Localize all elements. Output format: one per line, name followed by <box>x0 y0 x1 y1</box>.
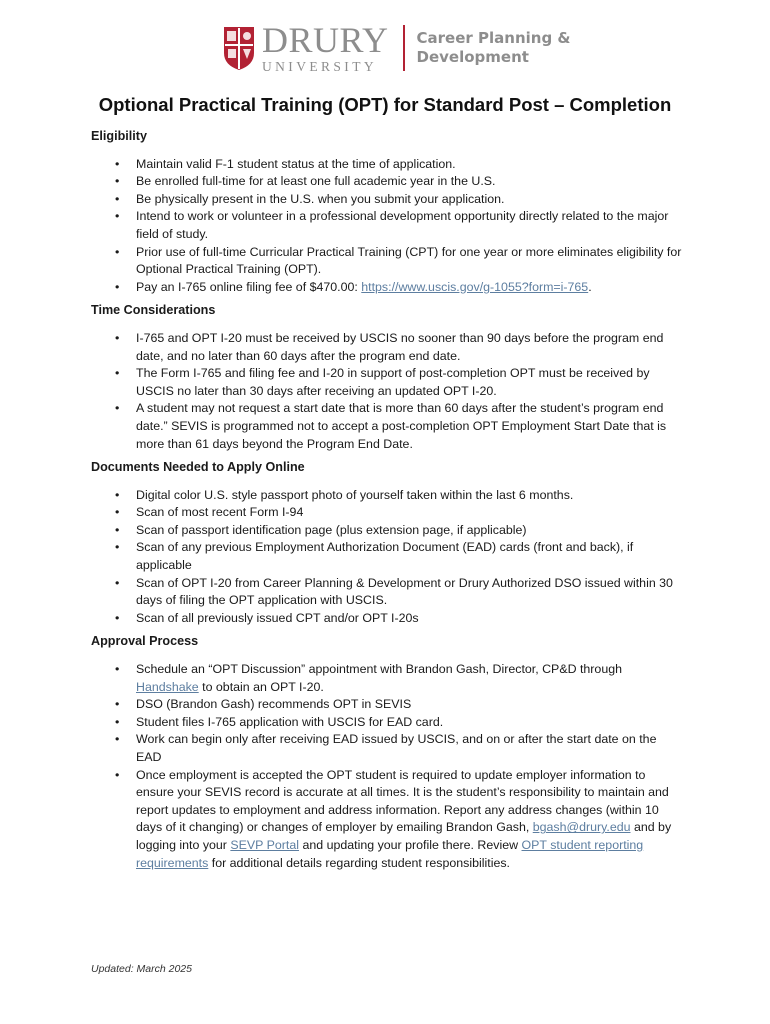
list-item: • I-765 and OPT I-20 must be received by USCIS no sooner than 90 days before the program end date, and no later than 60 days after the program end date. <box>136 330 683 365</box>
fee-end: . <box>588 279 592 294</box>
list-item: • A student may not request a start date that is more than 60 days after the student’s program end date.” SEVIS is programmed not to accept a post-completion OPT Employment Start Date that is more than 61 days beyond the Program End Date. <box>136 400 683 453</box>
document-body <box>91 128 683 878</box>
list-item: • DSO (Brandon Gash) recommends OPT in SEVIS <box>136 696 683 714</box>
employment-text-2: and by logging into your <box>136 820 672 852</box>
handshake-link[interactable]: Handshake <box>136 679 199 694</box>
list-item: • Scan of any previous Employment Authorization Document (EAD) cards (front and back), if applicable <box>136 539 683 574</box>
list-item-fee <box>136 279 683 297</box>
list-item-employment <box>136 767 683 873</box>
updated-date: Updated: March 2025 <box>91 963 192 975</box>
section-heading-time: Time Considerations <box>91 303 216 318</box>
documents-list <box>91 487 683 628</box>
page-header <box>222 22 571 74</box>
section-heading-documents: Documents Needed to Apply Online <box>91 460 305 475</box>
department-name <box>417 29 571 67</box>
university-wordmark <box>262 22 389 74</box>
employment-text-3: and updating your profile there. Review <box>299 837 522 852</box>
university-seal-icon <box>222 25 256 71</box>
university-subtitle: UNIVERSITY <box>262 59 377 75</box>
eligibility-list <box>91 156 683 297</box>
department-line-1: Career Planning & <box>416 29 571 47</box>
list-item: • The Form I-765 and filing fee and I-20 in support of post-completion OPT must be received by USCIS no later than 30 days after receiving an updated OPT I-20. <box>136 365 683 400</box>
sevp-portal-link[interactable]: SEVP Portal <box>230 837 300 852</box>
approval-list <box>91 661 683 872</box>
header-divider <box>403 25 405 71</box>
university-name: DRURY <box>262 20 389 61</box>
list-item-schedule <box>136 661 683 696</box>
list-item: • Digital color U.S. style passport photo of yourself taken within the last 6 months. <box>136 487 683 505</box>
uscis-fee-link[interactable]: https://www.uscis.gov/g-1055?form=i-765 <box>361 279 589 294</box>
list-item: • Be physically present in the U.S. when you submit your application. <box>136 191 683 209</box>
time-list <box>91 330 683 453</box>
employment-text: Once employment is accepted the OPT student is required to update employer information to ensure your SEVIS record is accurate at all times. It is the student’s responsibility to maintain and report updates to employment and address information. Report any address changes (within 10 days of it changing) or changes of employer by emailing Brandon Gash, <box>136 767 669 835</box>
fee-text: Pay an I-765 online filing fee of $470.00: <box>136 279 362 294</box>
section-heading-approval: Approval Process <box>91 634 199 649</box>
list-item: • Scan of most recent Form I-94 <box>136 504 683 522</box>
department-line-2: Development <box>416 48 529 66</box>
schedule-end: to obtain an OPT I-20. <box>198 679 324 694</box>
list-item: • Student files I-765 application with USCIS for EAD card. <box>136 714 683 732</box>
reporting-requirements-link[interactable]: OPT student reporting requirements <box>136 837 644 870</box>
employment-text-4: for additional details regarding student responsibilities. <box>208 855 510 870</box>
list-item: • Scan of passport identification page (plus extension page, if applicable) <box>136 522 683 540</box>
list-item: • Maintain valid F-1 student status at the time of application. <box>136 156 683 174</box>
list-item: • Scan of OPT I-20 from Career Planning & Development or Drury Authorized DSO issued within 30 days of filing the OPT application with USCIS. <box>136 575 683 610</box>
list-item: • Prior use of full-time Curricular Practical Training (CPT) for one year or more eliminates eligibility for Optional Practical Training (OPT). <box>136 244 683 279</box>
section-heading-eligibility: Eligibility <box>91 129 147 143</box>
list-item: • Work can begin only after receiving EAD issued by USCIS, and on or after the start date on the EAD <box>136 731 683 766</box>
list-item: • Be enrolled full-time for at least one full academic year in the U.S. <box>136 173 683 191</box>
schedule-text: Schedule an “OPT Discussion” appointment with Brandon Gash, Director, CP&D through <box>136 662 622 677</box>
email-link[interactable]: bgash@drury.edu <box>532 820 631 835</box>
list-item: • Intend to work or volunteer in a professional development opportunity directly related to the major field of study. <box>136 208 683 243</box>
page-title: Optional Practical Training (OPT) for Standard Post – Completion <box>98 94 672 115</box>
list-item: • Scan of all previously issued CPT and/or OPT I-20s <box>136 610 683 628</box>
